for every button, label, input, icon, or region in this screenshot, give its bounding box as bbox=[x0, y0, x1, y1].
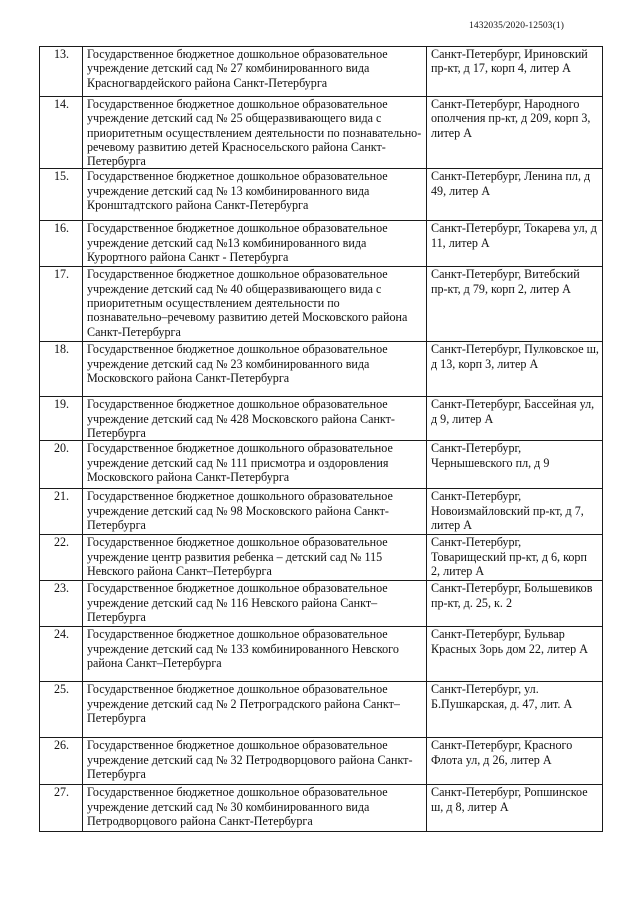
table-row bbox=[40, 169, 603, 221]
table-row bbox=[40, 267, 603, 342]
institution-address: Санкт-Петербург, Ленина пл, д 49, литер А bbox=[427, 169, 603, 221]
institution-address: Санкт-Петербург, Чернышевского пл, д 9 bbox=[427, 441, 603, 489]
institution-name: Государственное бюджетное дошкольное образовательное учреждение центр развития ребенка – детский сад № 115 Невского района Санкт–Петербурга bbox=[83, 535, 427, 581]
row-number: 17. bbox=[40, 267, 83, 342]
table-row bbox=[40, 441, 603, 489]
institution-name: Государственное бюджетное дошкольное образовательное учреждение детский сад № 40 общеразвивающего вида с приоритетным осуществлением деятельности по познавательно–речевому развитию детей Московского района Санкт-Петербурга bbox=[83, 267, 427, 342]
row-number: 18. bbox=[40, 342, 83, 397]
table-row bbox=[40, 221, 603, 267]
institution-name: Государственное бюджетное дошкольное образовательное учреждение детский сад № 133 комбинированного Невского района Санкт–Петербурга bbox=[83, 627, 427, 682]
table-row bbox=[40, 47, 603, 97]
institution-address: Санкт-Петербург, Новоизмайловский пр-кт, д 7, литер А bbox=[427, 489, 603, 535]
row-number: 14. bbox=[40, 97, 83, 169]
institution-address: Санкт-Петербург, Большевиков пр-кт, д. 25, к. 2 bbox=[427, 581, 603, 627]
row-number: 16. bbox=[40, 221, 83, 267]
institution-name: Государственное бюджетное дошкольное образовательное учреждение детский сад № 30 комбинированного вида Петродворцового района Санкт-Петербурга bbox=[83, 785, 427, 832]
institution-name: Государственное бюджетное дошкольного образовательное учреждение детский сад № 111 присмотра и оздоровления Московского района Санкт-Петербурга bbox=[83, 441, 427, 489]
institution-address: Санкт-Петербург, Красного Флота ул, д 26, литер А bbox=[427, 738, 603, 785]
row-number: 20. bbox=[40, 441, 83, 489]
row-number: 25. bbox=[40, 682, 83, 738]
row-number: 13. bbox=[40, 47, 83, 97]
institution-address: Санкт-Петербург, Бульвар Красных Зорь дом 22, литер А bbox=[427, 627, 603, 682]
institution-address: Санкт-Петербург, Бассейная ул, д 9, литер А bbox=[427, 397, 603, 441]
institution-address: Санкт-Петербург, ул. Б.Пушкарская, д. 47, лит. А bbox=[427, 682, 603, 738]
institution-address: Санкт-Петербург, Ириновский пр-кт, д 17, корп 4, литер А bbox=[427, 47, 603, 97]
institution-address: Санкт-Петербург, Ропшинское ш, д 8, литер А bbox=[427, 785, 603, 832]
institution-name: Государственное бюджетное дошкольное образовательное учреждение детский сад № 2 Петроградского района Санкт–Петербурга bbox=[83, 682, 427, 738]
row-number: 15. bbox=[40, 169, 83, 221]
institution-name: Государственное бюджетное дошкольное образовательное учреждение детский сад № 116 Невского района Санкт–Петербурга bbox=[83, 581, 427, 627]
institution-address: Санкт-Петербург, Токарева ул, д 11, литер А bbox=[427, 221, 603, 267]
table-row bbox=[40, 627, 603, 682]
row-number: 26. bbox=[40, 738, 83, 785]
kindergarten-table bbox=[39, 46, 603, 832]
institution-address: Санкт-Петербург, Пулковское ш, д 13, корп 3, литер А bbox=[427, 342, 603, 397]
row-number: 24. bbox=[40, 627, 83, 682]
institution-name: Государственное бюджетное дошкольное образовательное учреждение детский сад № 23 комбинированного вида Московского района Санкт-Петербурга bbox=[83, 342, 427, 397]
table-row bbox=[40, 738, 603, 785]
institution-address: Санкт-Петербург, Народного ополчения пр-кт, д 209, корп 3, литер А bbox=[427, 97, 603, 169]
row-number: 21. bbox=[40, 489, 83, 535]
institution-name: Государственное бюджетное дошкольное образовательное учреждение детский сад № 27 комбинированного вида Красногвардейского района Санкт-Петербурга bbox=[83, 47, 427, 97]
institution-name: Государственное бюджетное дошкольное образовательное учреждение детский сад № 428 Московского района Санкт-Петербурга bbox=[83, 397, 427, 441]
table-row bbox=[40, 97, 603, 169]
table-row bbox=[40, 489, 603, 535]
document-number: 1432035/2020-12503(1) bbox=[469, 21, 564, 31]
table-row bbox=[40, 535, 603, 581]
row-number: 19. bbox=[40, 397, 83, 441]
institution-name: Государственное бюджетное дошкольного образовательное учреждение детский сад № 98 Московского района Санкт-Петербурга bbox=[83, 489, 427, 535]
institution-address: Санкт-Петербург, Витебский пр-кт, д 79, корп 2, литер А bbox=[427, 267, 603, 342]
row-number: 27. bbox=[40, 785, 83, 832]
row-number: 23. bbox=[40, 581, 83, 627]
row-number: 22. bbox=[40, 535, 83, 581]
institution-name: Государственное бюджетное дошкольное образовательное учреждение детский сад № 25 общеразвивающего вида с приоритетным осуществлением деятельности по познавательно-речевому развитию детей Красносельского района Санкт-Петербурга bbox=[83, 97, 427, 169]
table-row bbox=[40, 785, 603, 832]
table-row bbox=[40, 682, 603, 738]
table-row bbox=[40, 581, 603, 627]
table-row bbox=[40, 342, 603, 397]
institution-name: Государственное бюджетное дошкольное образовательное учреждение детский сад № 13 комбинированного вида Кронштадтского района Санкт-Петербурга bbox=[83, 169, 427, 221]
table-row bbox=[40, 397, 603, 441]
institution-name: Государственное бюджетное дошкольное образовательное учреждение детский сад № 32 Петродворцового района Санкт-Петербурга bbox=[83, 738, 427, 785]
institution-address: Санкт-Петербург, Товарищеский пр-кт, д 6, корп 2, литер А bbox=[427, 535, 603, 581]
institution-name: Государственное бюджетное дошкольное образовательное учреждение детский сад №13 комбинированного вида Курортного района Санкт - Петербурга bbox=[83, 221, 427, 267]
